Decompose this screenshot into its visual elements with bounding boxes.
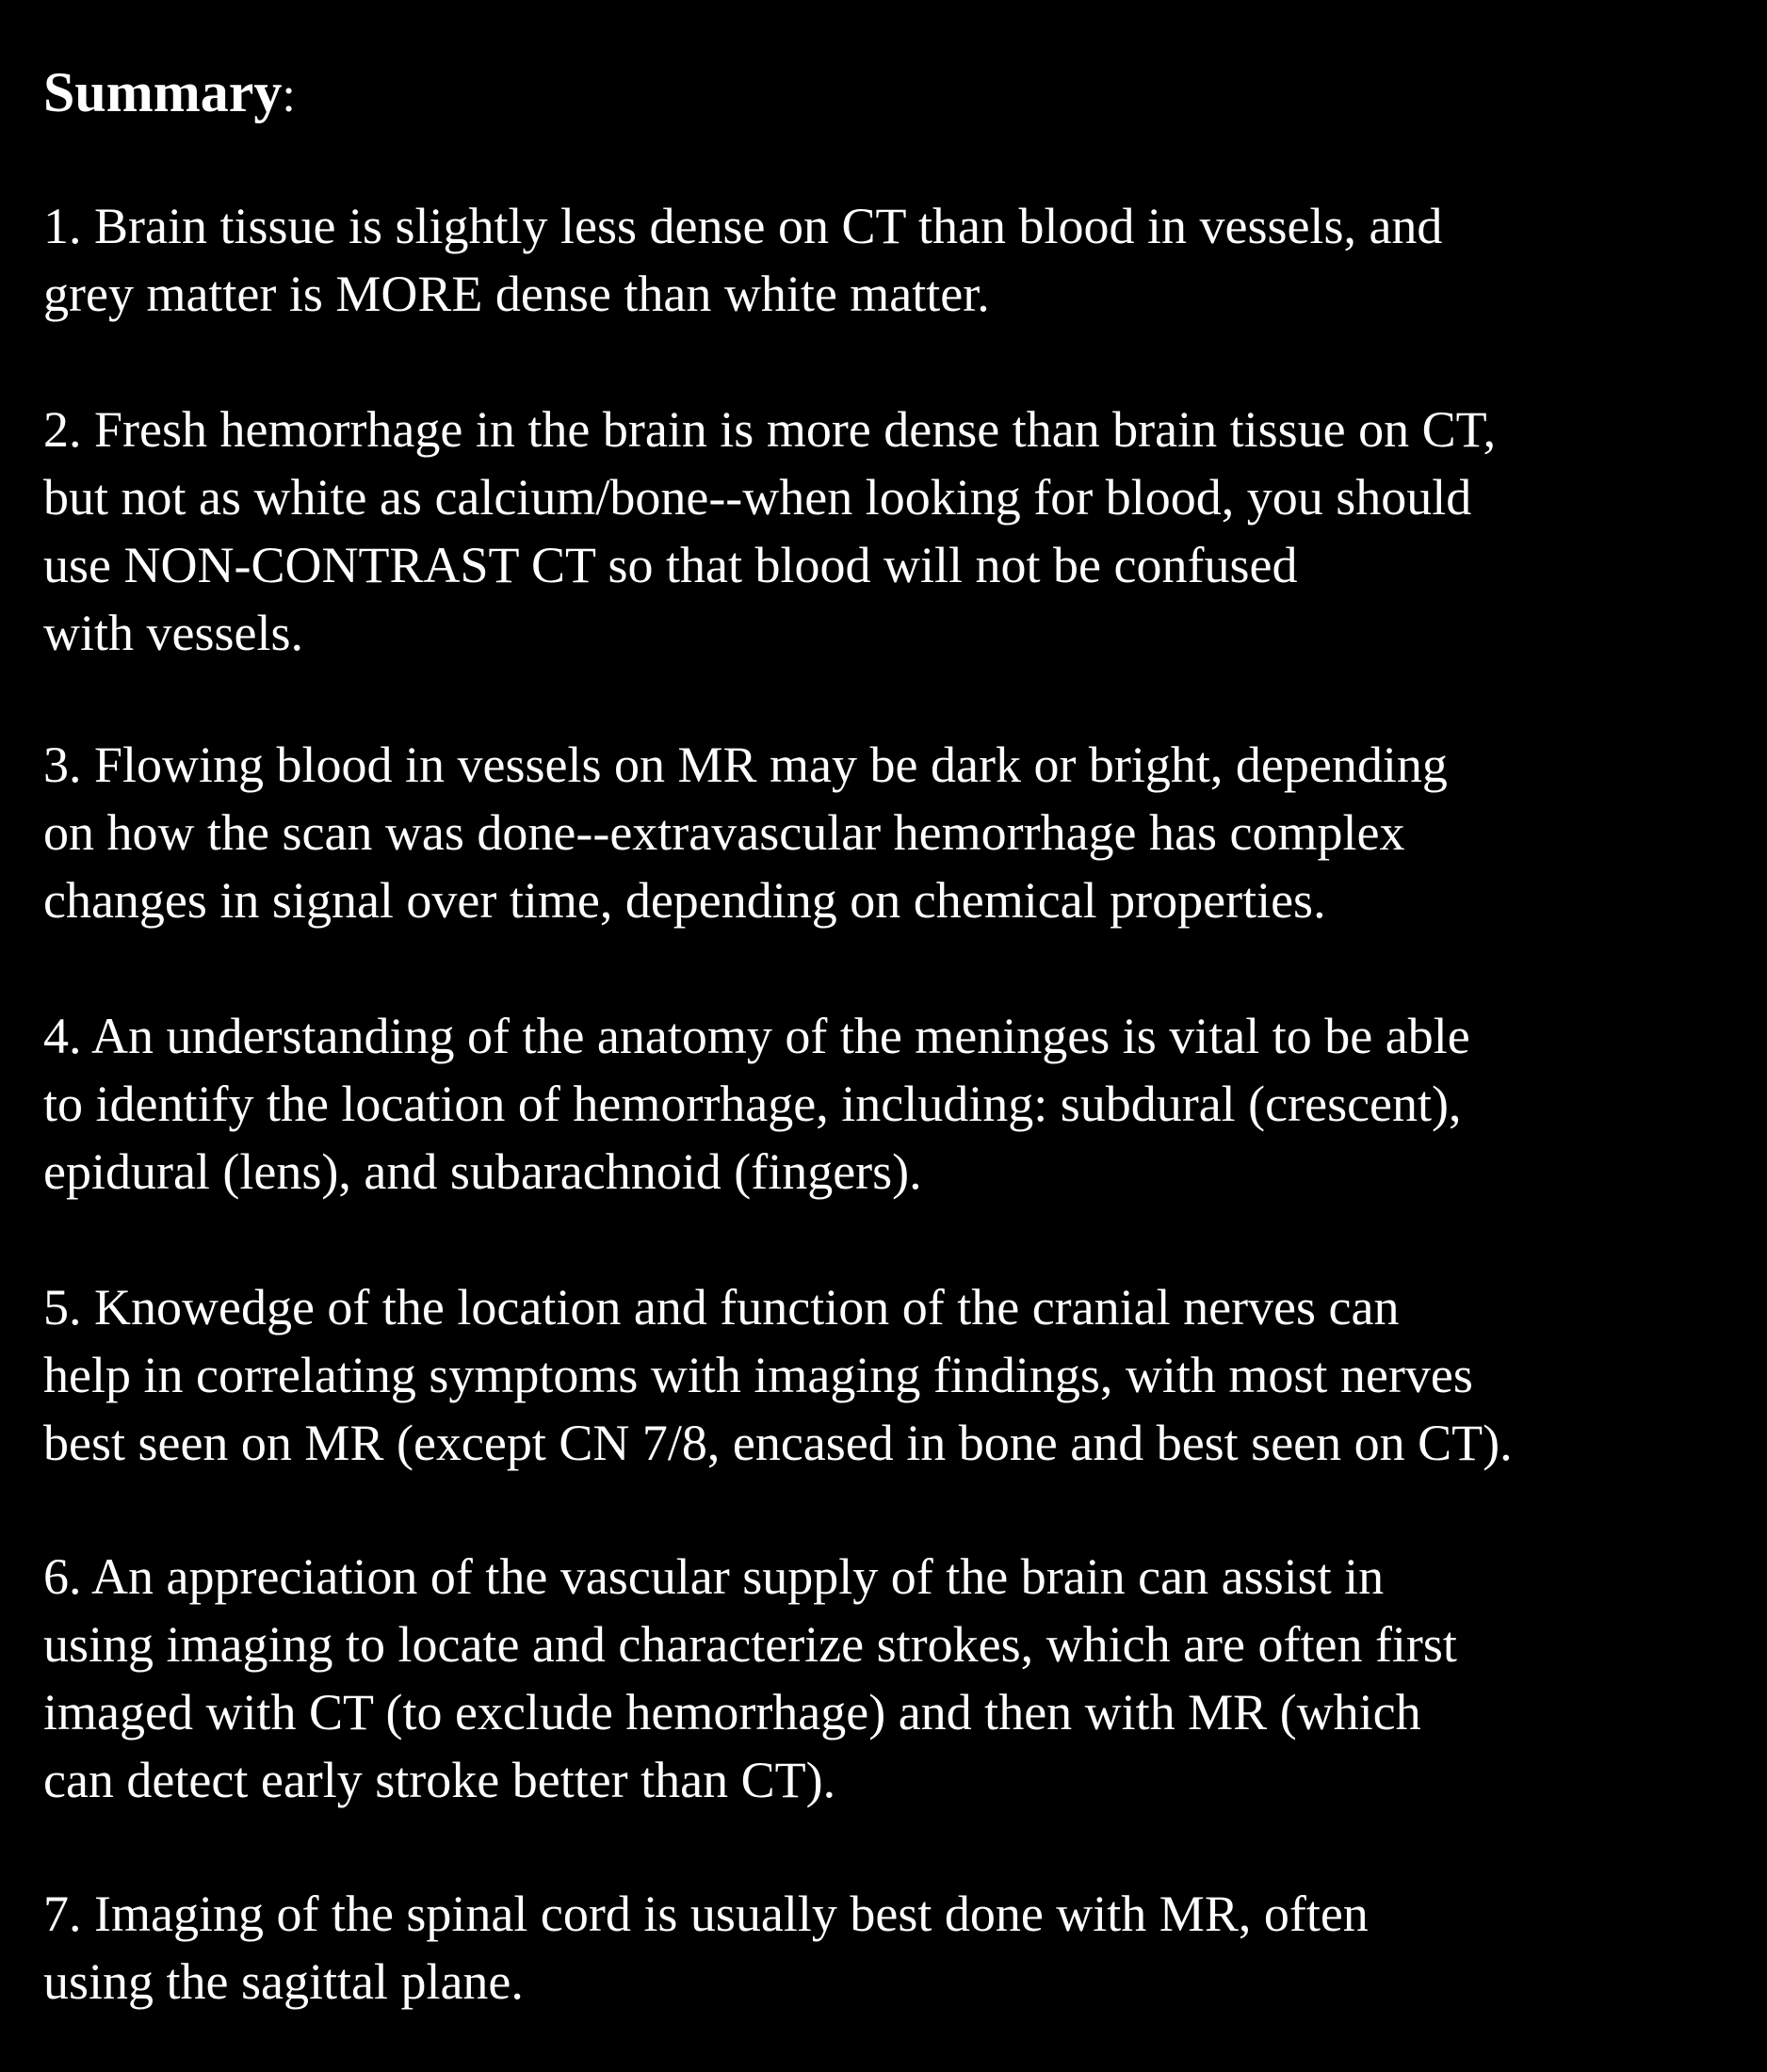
summary-line: on how the scan was done--extravascular hemorrhage has complex — [43, 804, 1405, 861]
slide-title — [43, 55, 296, 134]
summary-line: using imaging to locate and characterize strokes, which are often first — [43, 1616, 1457, 1673]
summary-line: 1. Brain tissue is slightly less dense on CT than blood in vessels, and — [43, 198, 1443, 254]
summary-item-7 — [43, 1880, 1369, 2015]
summary-item-2 — [43, 396, 1496, 667]
summary-item-3 — [43, 731, 1448, 934]
summary-line: 5. Knowedge of the location and function of the cranial nerves can — [43, 1279, 1400, 1335]
summary-line: help in correlating symptoms with imaging findings, with most nerves — [43, 1347, 1473, 1403]
summary-item-6 — [43, 1543, 1457, 1814]
summary-line: using the sagittal plane. — [43, 1953, 524, 2010]
summary-line: 7. Imaging of the spinal cord is usually best done with MR, often — [43, 1886, 1369, 1942]
summary-line: best seen on MR (except CN 7/8, encased in bone and best seen on CT). — [43, 1415, 1513, 1471]
summary-line: changes in signal over time, depending on chemical properties. — [43, 872, 1326, 929]
summary-line: 4. An understanding of the anatomy of the meninges is vital to be able — [43, 1008, 1470, 1064]
title-colon: : — [282, 69, 296, 122]
summary-line: 6. An appreciation of the vascular supply of the brain can assist in — [43, 1548, 1385, 1605]
summary-line: to identify the location of hemorrhage, including: subdural (crescent), — [43, 1076, 1462, 1132]
summary-line: with vessels. — [43, 605, 303, 661]
summary-line: 2. Fresh hemorrhage in the brain is more dense than brain tissue on CT, — [43, 401, 1497, 458]
summary-line: epidural (lens), and subarachnoid (fingers). — [43, 1143, 922, 1200]
summary-line: 3. Flowing blood in vessels on MR may be dark or bright, depending — [43, 737, 1448, 793]
summary-line: can detect early stroke better than CT). — [43, 1752, 836, 1808]
summary-line: imaged with CT (to exclude hemorrhage) and then with MR (which — [43, 1684, 1421, 1740]
summary-item-5 — [43, 1273, 1513, 1477]
summary-line: but not as white as calcium/bone--when looking for blood, you should — [43, 469, 1472, 526]
summary-item-4 — [43, 1002, 1470, 1206]
summary-line: use NON-CONTRAST CT so that blood will not be confused — [43, 537, 1298, 593]
summary-item-1 — [43, 192, 1442, 328]
summary-line: grey matter is MORE dense than white matter. — [43, 266, 990, 322]
title-text: Summary — [43, 61, 283, 123]
